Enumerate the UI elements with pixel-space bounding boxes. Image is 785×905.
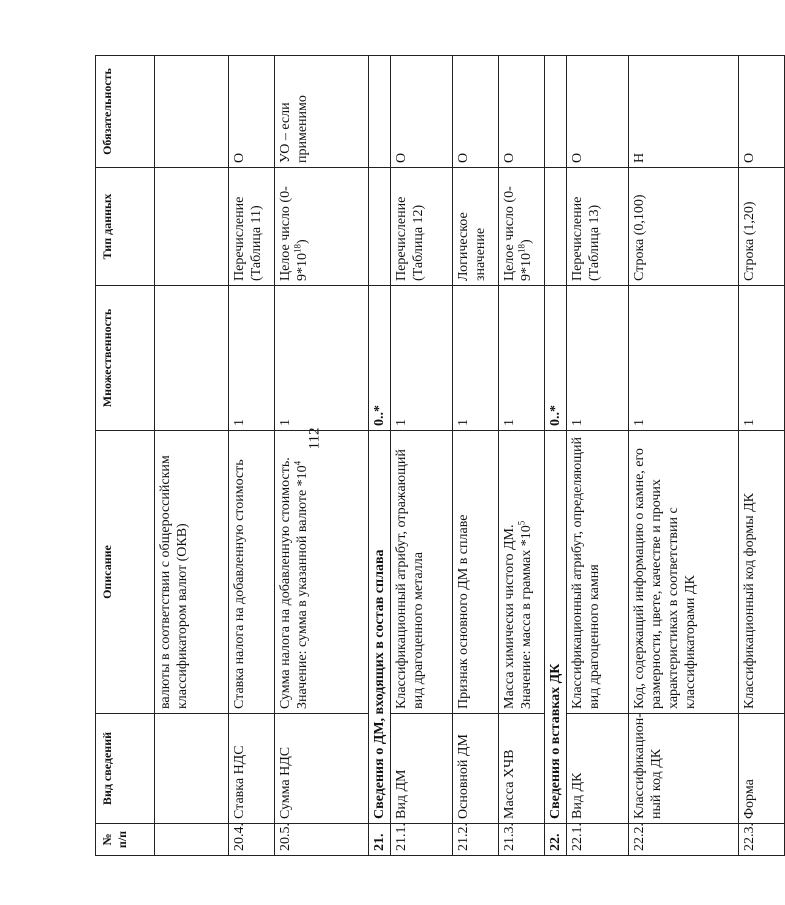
cell-multiplicity: 1: [453, 286, 499, 431]
description-exponent: 4: [292, 460, 303, 466]
data-type-close: ): [519, 239, 535, 244]
cell-description: [155, 431, 229, 714]
cell-num: [155, 824, 229, 856]
section-row: [545, 56, 567, 856]
cell-kind: Форма: [739, 714, 785, 824]
table-row: [629, 56, 739, 856]
cell-required: [369, 56, 391, 168]
cell-required: О: [499, 56, 545, 168]
cell-data-type: [155, 168, 229, 286]
data-type-text: Строка (1,20): [742, 201, 758, 281]
cell-required: [155, 56, 229, 168]
cell-multiplicity: 1: [499, 286, 545, 431]
cell-multiplicity: 0..*: [369, 286, 391, 431]
cell-num: 21.3.: [499, 824, 545, 856]
header-required: Обязательность: [96, 56, 155, 168]
data-type-text: Целое число (0-9*10: [502, 186, 535, 281]
cell-description: [499, 431, 545, 714]
description-text: Сумма налога на добавленную стоимость.: [278, 457, 293, 709]
header-description: Описание: [96, 431, 155, 714]
cell-description: [229, 431, 275, 714]
cell-multiplicity: 1: [629, 286, 739, 431]
cell-kind: Вид ДК: [567, 714, 629, 824]
cell-data-type: [369, 168, 391, 286]
cell-num: 22.1.: [567, 824, 629, 856]
cell-num: 20.4.: [229, 824, 275, 856]
cell-multiplicity: 1: [275, 286, 369, 431]
cell-description: [391, 431, 453, 714]
cell-data-type: [739, 168, 785, 286]
section-title: Сведения о вставках ДК: [545, 431, 567, 824]
cell-num: 22.2.: [629, 824, 739, 856]
data-type-close: ): [295, 239, 311, 244]
table-row: [453, 56, 499, 856]
cell-required: О: [391, 56, 453, 168]
cell-data-type: [391, 168, 453, 286]
table-row: [229, 56, 275, 856]
description-text: валюты в соответствии с общероссийским классификатором валют (ОКВ): [158, 455, 191, 709]
cell-multiplicity: 1: [567, 286, 629, 431]
data-type-text: Перечисление (Таблица 11): [232, 196, 265, 281]
description-value-text: Значение: сумма в указанной валюте *10: [295, 465, 311, 709]
data-type-text: Целое число (0-9*10: [278, 186, 311, 281]
data-type-exponent: 18: [516, 244, 527, 253]
table-row: [275, 56, 369, 856]
section-row: [369, 56, 391, 856]
cell-num: 21.1.: [391, 824, 453, 856]
cell-num: 22.3.: [739, 824, 785, 856]
description-text: Классификационный атрибут, определяющий вид драгоценного камня: [570, 437, 603, 709]
cell-data-type: [499, 168, 545, 286]
cell-kind: Вид ДМ: [391, 714, 453, 824]
cell-data-type: [275, 168, 369, 286]
cell-description: [453, 431, 499, 714]
cell-kind: Ставка НДС: [229, 714, 275, 824]
cell-multiplicity: 1: [739, 286, 785, 431]
header-data-type: Тип данных: [96, 168, 155, 286]
description-text: Классификационный атрибут, отражающий вид драгоценного металла: [394, 449, 427, 709]
table-row: [391, 56, 453, 856]
cell-description: [739, 431, 785, 714]
cell-multiplicity: 1: [391, 286, 453, 431]
description-text: Код, содержащий информацию о камне, его размерности, цвете, качестве и прочих характеристиках в соответствии с классификаторами ДК: [632, 448, 699, 709]
cell-description: [567, 431, 629, 714]
data-type-text: Строка (0,100): [632, 194, 648, 281]
header-num: № п/п: [96, 824, 155, 856]
cell-required: Н: [629, 56, 739, 168]
header-multiplicity: Множественность: [96, 286, 155, 431]
data-table: [95, 55, 785, 856]
cell-data-type: [453, 168, 499, 286]
cell-required: УО – если применимо: [275, 56, 369, 168]
cell-required: О: [739, 56, 785, 168]
cell-description: [629, 431, 739, 714]
cell-data-type: [229, 168, 275, 286]
cell-multiplicity: [155, 286, 229, 431]
cell-kind: Сумма НДС: [275, 714, 369, 824]
data-type-text: Перечисление (Таблица 12): [394, 196, 427, 281]
document-table-container: [95, 56, 758, 856]
description-text: Признак основного ДМ в сплаве: [456, 514, 472, 709]
header-kind: Вид сведений: [96, 714, 155, 824]
cell-required: О: [567, 56, 629, 168]
description-text: Классификационный код формы ДК: [742, 492, 758, 709]
cell-required: О: [229, 56, 275, 168]
cell-num: 22.: [545, 824, 567, 856]
cell-kind: Основной ДМ: [453, 714, 499, 824]
section-title: Сведения о ДМ, входящих в состав сплава: [369, 431, 391, 824]
page-number: 112: [306, 427, 323, 450]
cell-kind: [155, 714, 229, 824]
cell-kind: Масса ХЧВ: [499, 714, 545, 824]
table-row: [155, 56, 229, 856]
data-type-text: Логическое значение: [456, 212, 489, 281]
cell-data-type: [545, 168, 567, 286]
description-value-text: Значение: масса в граммах *10: [519, 525, 535, 709]
cell-multiplicity: 0..*: [545, 286, 567, 431]
description-exponent: 5: [516, 520, 527, 526]
table-body: [155, 56, 785, 856]
description-text: Масса химически чистого ДМ.: [502, 524, 518, 709]
table-header-row: [96, 56, 155, 856]
cell-required: [545, 56, 567, 168]
cell-data-type: [629, 168, 739, 286]
cell-required: О: [453, 56, 499, 168]
data-type-exponent: 18: [292, 244, 303, 253]
table-row: [567, 56, 629, 856]
description-text: Ставка налога на добавленную стоимость: [232, 459, 247, 709]
table-row: [499, 56, 545, 856]
cell-num: 21.: [369, 824, 391, 856]
table-row: [739, 56, 785, 856]
data-type-text: Перечисление (Таблица 13): [570, 196, 603, 281]
cell-multiplicity: 1: [229, 286, 275, 431]
cell-kind: Классификацион-ный код ДК: [629, 714, 739, 824]
cell-description: [275, 431, 369, 714]
cell-num: 20.5.: [275, 824, 369, 856]
cell-num: 21.2.: [453, 824, 499, 856]
cell-data-type: [567, 168, 629, 286]
